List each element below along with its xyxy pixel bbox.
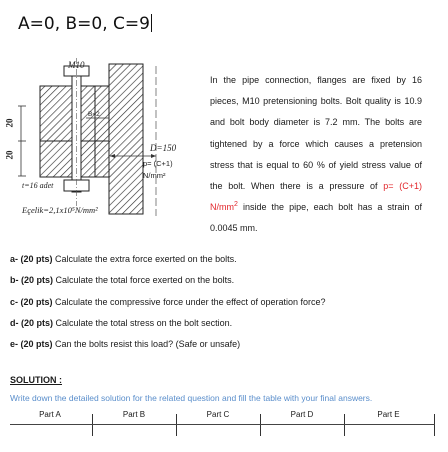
solution-heading: SOLUTION : xyxy=(10,375,62,385)
question-c-text: Calculate the compressive force under the effect of operation force? xyxy=(52,297,326,307)
question-d-label: d- (20 pts) xyxy=(10,318,54,328)
part-a-header: Part A xyxy=(39,410,61,419)
solution-instruction: Write down the detailed solution for the related question and fill the table with your final answers. xyxy=(10,393,373,403)
question-e-text: Can the bolts resist this load? (Safe or unsafe) xyxy=(52,339,241,349)
question-e xyxy=(10,339,240,349)
question-b-label: b- (20 pts) xyxy=(10,275,54,285)
column-divider xyxy=(176,414,177,436)
diameter-label: D=150 xyxy=(150,143,177,153)
column-divider xyxy=(260,414,261,436)
question-c-label: c- (20 pts) xyxy=(10,297,53,307)
problem-text-2: inside the pipe, each bolt has a strain of 0.0045 mm. xyxy=(210,202,422,234)
bolt-count-label: t=16 adet xyxy=(22,181,54,190)
lower-flange xyxy=(40,141,95,177)
part-e-header: Part E xyxy=(377,410,400,419)
question-a-label: a- (20 pts) xyxy=(10,254,53,264)
pressure-unit-label: N/mm² xyxy=(143,171,166,180)
dimension-label-2: 20 xyxy=(4,150,15,160)
question-d-text: Calculate the total stress on the bolt section. xyxy=(53,318,233,328)
pressure-label: p= (C+1) xyxy=(143,159,173,168)
problem-statement xyxy=(210,70,422,240)
elastic-modulus-label: Eçelik=2,1x10⁵N/mm² xyxy=(22,205,98,215)
question-a-text: Calculate the extra force exerted on the bolts. xyxy=(52,254,237,264)
part-c-header: Part C xyxy=(206,410,230,419)
bolt-size-label: M10 xyxy=(68,60,85,70)
pipe-body xyxy=(109,64,143,214)
variables-header xyxy=(18,14,152,34)
question-c xyxy=(10,297,326,307)
answer-table xyxy=(10,410,435,436)
part-b-header: Part B xyxy=(122,410,146,419)
question-a xyxy=(10,254,237,264)
column-divider xyxy=(344,414,345,436)
pipe-wall-lower xyxy=(95,141,109,177)
part-d-header: Part D xyxy=(290,410,314,419)
question-d xyxy=(10,318,232,328)
variables-text: A=0, B=0, C=9 xyxy=(18,14,150,34)
problem-text-1: In the pipe connection, flanges are fixed by 16 pieces, M10 pretensioning bolts. Bolt quality is 10.9 and bolt body diameter is 7.2 mm. The bolts are tightened by a force which causes a pretension stress that is equal to 60 % of yield stress value of the bolt. When there is a pressure of xyxy=(210,75,422,192)
bolt-center-label: B=2 xyxy=(88,111,100,118)
column-divider xyxy=(92,414,93,436)
table-header-rule xyxy=(10,424,435,425)
flange-figure xyxy=(18,56,208,228)
column-divider xyxy=(434,414,435,436)
question-e-label: e- (20 pts) xyxy=(10,339,53,349)
text-cursor xyxy=(151,14,152,32)
question-b xyxy=(10,275,234,285)
question-b-text: Calculate the total force exerted on the bolts. xyxy=(53,275,235,285)
pressure-value-text: p= (C+1) N/mm xyxy=(210,181,422,213)
upper-flange xyxy=(40,86,95,141)
pressure-unit-exponent: 2 xyxy=(234,201,238,209)
dimension-label-1: 20 xyxy=(4,118,15,128)
